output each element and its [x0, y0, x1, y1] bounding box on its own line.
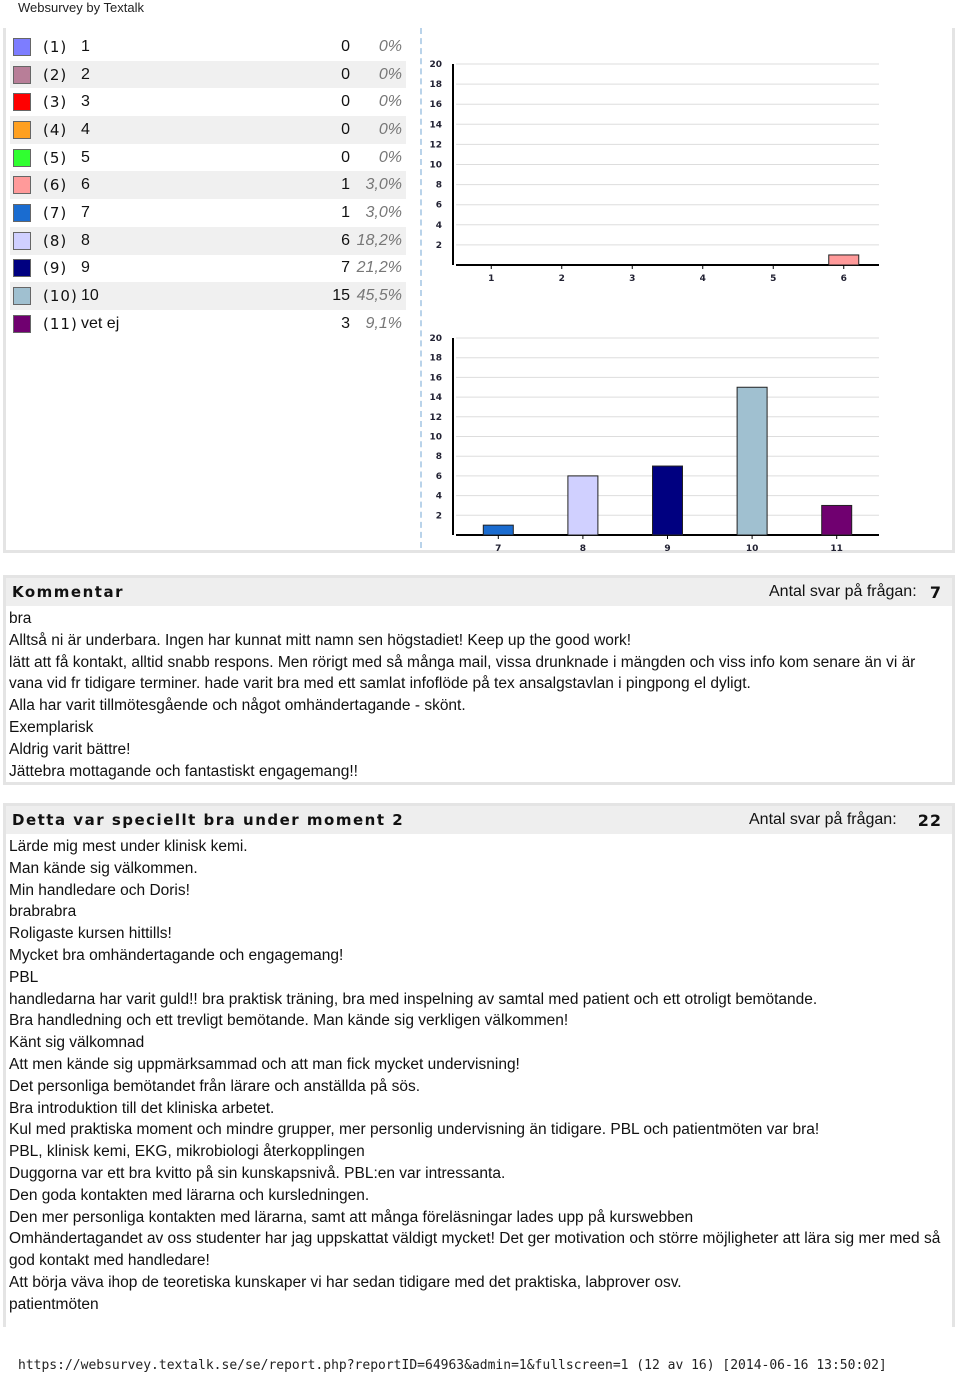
option-count: 0 [341, 93, 350, 111]
comment-item: Man kände sig välkommen. [9, 859, 198, 877]
answer-count: 7 [929, 583, 942, 602]
y-tick-label: 12 [429, 140, 442, 151]
color-swatch [13, 232, 31, 250]
option-count: 0 [341, 120, 350, 138]
option-percent: 3,0% [365, 203, 402, 221]
color-swatch [13, 204, 31, 222]
option-percent: 21,2% [356, 259, 402, 277]
stats-panel [3, 28, 955, 553]
option-percent: 0% [378, 37, 402, 55]
legend-row [10, 255, 406, 283]
option-index: (7) [43, 203, 68, 222]
comment-item: Att börja väva ihop de teoretiska kunskaper vi har sedan tidigare med det praktiska, labprover osv. [9, 1273, 682, 1291]
comment-item: Jättebra mottagande och fantastiskt engagemang!! [9, 762, 358, 780]
y-tick-label: 4 [435, 220, 442, 231]
x-tick-label: 11 [830, 544, 843, 554]
option-label: 9 [81, 259, 90, 277]
y-tick-label: 6 [435, 200, 442, 211]
option-label: 3 [81, 93, 90, 111]
y-tick-label: 10 [429, 160, 442, 171]
color-swatch [13, 315, 31, 333]
x-tick-label: 2 [558, 274, 565, 284]
color-swatch [13, 287, 31, 305]
comment-item: Lärde mig mest under klinisk kemi. [9, 838, 248, 855]
option-percent: 3,0% [365, 176, 402, 194]
window-title: Websurvey by Textalk [18, 0, 144, 15]
comment-item: Bra introduktion till det kliniska arbetet. [9, 1099, 275, 1117]
option-percent: 18,2% [356, 231, 402, 249]
comment-item: lätt att få kontakt, alltid snabb respons. Men rörigt med så många mail, vissa drunknade i mängden och viss info kom senare än vi är vana vid fr tidigare terminer. hade varit bra med ett samlat infoflöde på tex ansalgstavlan i pingpong el dyligt. [9, 653, 916, 693]
x-tick-label: 7 [495, 544, 502, 554]
section-header [6, 578, 952, 606]
option-index: (6) [43, 176, 68, 195]
legend-row [10, 116, 406, 144]
bar-chart-7-11 [429, 310, 881, 554]
y-tick-label: 4 [435, 491, 442, 502]
comment-item: PBL [9, 968, 39, 986]
option-index: (9) [43, 259, 68, 278]
option-percent: 0% [378, 148, 402, 166]
option-label: 7 [81, 203, 90, 221]
comment-item: patientmöten [9, 1295, 99, 1313]
answer-count-label: Antal svar på frågan: [749, 811, 897, 828]
option-percent: 45,5% [356, 287, 402, 305]
color-swatch [13, 38, 31, 56]
comment-item: Omhändertagandet av oss studenter har jag uppskattat väldigt mycket! Det ger motivation och större möjligheter att lära sig mer med så god kontakt med handledare! [9, 1230, 941, 1270]
y-tick-label: 2 [435, 511, 442, 522]
color-swatch [13, 66, 31, 84]
comment-item: brabrabra [9, 903, 77, 921]
comment-item: Roligaste kursen hittills! [9, 925, 172, 943]
y-tick-label: 6 [435, 471, 442, 482]
x-tick-label: 3 [629, 274, 636, 284]
x-tick-label: 4 [699, 274, 706, 284]
color-swatch [13, 121, 31, 139]
section-header [6, 806, 952, 834]
section-title: Detta var speciellt bra under moment 2 [12, 811, 405, 829]
legend-row [10, 227, 406, 255]
bar-8 [568, 476, 598, 535]
option-count: 15 [332, 287, 350, 305]
footer-url: https://websurvey.textalk.se/se/report.php?reportID=64963&admin=1&fullscreen=1 (12 av 16) [2014-06-16 13:50:02] [18, 1358, 887, 1373]
option-percent: 0% [378, 120, 402, 138]
legend-row [10, 61, 406, 89]
comment-item: PBL, klinisk kemi, EKG, mikrobiologi återkopplingen [9, 1143, 365, 1161]
x-tick-label: 5 [770, 274, 777, 284]
comment-item: Duggorna var ett bra kvitto på sin kunskapsnivå. PBL:en var intressanta. [9, 1164, 506, 1182]
answer-count-label: Antal svar på frågan: [769, 583, 917, 600]
comment-list [6, 606, 952, 784]
comment-item: Känt sig välkomnad [9, 1034, 145, 1052]
option-label: 10 [81, 287, 99, 305]
option-count: 1 [341, 203, 350, 221]
bar-chart-1-6 [431, 34, 881, 284]
option-label: 6 [81, 176, 90, 194]
x-tick-label: 9 [664, 544, 671, 554]
y-tick-label: 14 [429, 393, 442, 404]
option-index: (3) [43, 93, 68, 112]
comment-section-moment-2 [3, 803, 955, 1327]
comment-item: Den mer personliga kontakten med lärarna, samt att många föreläsningar lades upp på kurswebben [9, 1208, 694, 1226]
option-count: 1 [341, 176, 350, 194]
y-tick-label: 20 [429, 60, 442, 70]
comment-item: Min handledare och Doris! [9, 881, 190, 899]
option-label: 5 [81, 148, 90, 166]
comment-item: Alltså ni är underbara. Ingen har kunnat mitt namn sen högstadiet! Keep up the good work! [9, 631, 632, 649]
option-index: (4) [43, 120, 68, 139]
x-tick-label: 1 [488, 274, 495, 284]
option-percent: 0% [378, 65, 402, 83]
panel-divider [420, 28, 422, 548]
y-tick-label: 8 [435, 180, 442, 191]
option-index: (5) [43, 148, 68, 167]
y-tick-label: 2 [435, 240, 442, 251]
comment-item: Mycket bra omhändertagande och engagemang! [9, 946, 344, 964]
bar-6 [829, 255, 859, 265]
option-count: 6 [341, 231, 350, 249]
comment-item: Aldrig varit bättre! [9, 740, 131, 758]
option-label: 4 [81, 120, 90, 138]
y-tick-label: 16 [429, 100, 442, 111]
bar-10 [737, 387, 767, 535]
option-label: 8 [81, 231, 90, 249]
y-tick-label: 14 [429, 120, 442, 131]
x-tick-label: 8 [579, 544, 587, 554]
option-label: 1 [81, 37, 90, 55]
color-swatch [13, 93, 31, 111]
color-swatch [13, 176, 31, 194]
comment-section-kommentar [3, 575, 955, 785]
y-tick-label: 20 [429, 334, 442, 344]
option-count: 7 [341, 259, 350, 277]
y-tick-label: 12 [429, 412, 442, 423]
x-tick-label: 10 [745, 544, 759, 554]
comment-item: Den goda kontakten med lärarna och kursledningen. [9, 1186, 370, 1204]
y-tick-label: 18 [429, 353, 442, 364]
option-count: 0 [341, 37, 350, 55]
legend-row [10, 171, 406, 199]
option-count: 0 [341, 148, 350, 166]
comment-item: Bra handledning och ett trevligt bemötande. Man kände sig verkligen välkommen! [9, 1012, 569, 1030]
legend-row [10, 282, 406, 310]
answer-count: 22 [917, 811, 942, 830]
option-percent: 0% [378, 93, 402, 111]
option-index: (11) [43, 314, 78, 333]
bar-7 [483, 525, 513, 535]
option-percent: 9,1% [365, 314, 402, 332]
comment-item: Att men kände sig uppmärksammad och att man fick mycket undervisning! [9, 1055, 520, 1073]
bar-9 [653, 466, 683, 535]
color-swatch [13, 149, 31, 167]
comment-item: Kul med praktiska moment och mindre grupper, mer personlig undervisning än tidigare. PBL och patientmöten var bra! [9, 1121, 820, 1139]
option-label: vet ej [81, 314, 120, 332]
section-title: Kommentar [12, 583, 124, 601]
y-tick-label: 8 [435, 452, 442, 463]
color-swatch [13, 259, 31, 277]
comment-item: Det personliga bemötandet från lärare och anställda på sös. [9, 1077, 420, 1095]
option-index: (1) [43, 37, 68, 56]
option-count: 3 [341, 314, 350, 332]
legend-row [10, 33, 406, 61]
legend-table [10, 33, 406, 338]
legend-row [10, 88, 406, 116]
option-label: 2 [81, 65, 90, 83]
option-index: (10) [43, 287, 78, 306]
x-tick-label: 6 [840, 274, 847, 284]
legend-row [10, 310, 406, 338]
comment-item: Exemplarisk [9, 718, 94, 736]
comment-item: handledarna har varit guld!! bra praktisk träning, bra med inspelning av samtal med patient och ett otroligt bemötande. [9, 990, 818, 1008]
legend-row [10, 199, 406, 227]
option-count: 0 [341, 65, 350, 83]
bar-11 [822, 505, 852, 535]
y-tick-label: 18 [429, 80, 442, 91]
comment-item: Alla har varit tillmötesgående och något omhändertagande - skönt. [9, 697, 466, 715]
y-tick-label: 16 [429, 373, 442, 384]
option-index: (8) [43, 231, 68, 250]
comment-list [6, 834, 952, 1318]
y-tick-label: 10 [429, 432, 442, 443]
option-index: (2) [43, 65, 68, 84]
comment-item: bra [9, 610, 32, 627]
legend-row [10, 144, 406, 172]
